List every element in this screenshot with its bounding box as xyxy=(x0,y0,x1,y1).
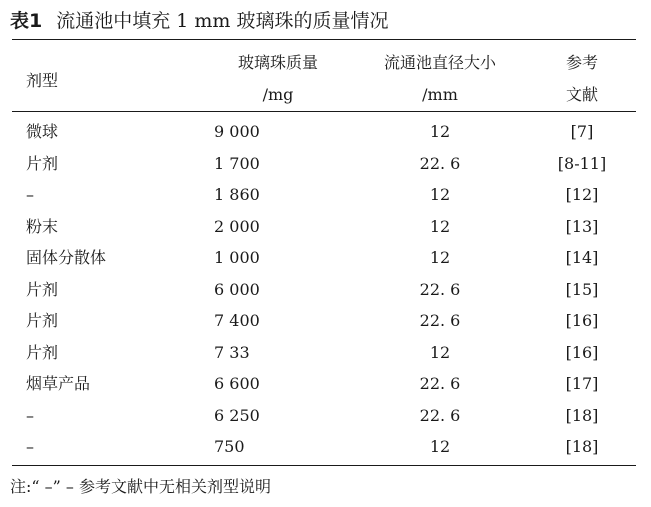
table-row xyxy=(0,211,651,243)
cell-diameter: 12 xyxy=(429,122,451,141)
header-bead-mass: 玻璃珠质量 xyxy=(237,53,318,72)
cell-diameter: 12 xyxy=(429,216,451,236)
cell-dosage-form: 片剂 xyxy=(26,311,59,330)
cell-bead-mass: 7 33 xyxy=(214,342,250,362)
cell-reference: [14] xyxy=(565,248,599,267)
cell-reference: [7] xyxy=(570,122,594,141)
table-caption xyxy=(10,8,388,34)
cell-dosage-form: – xyxy=(26,405,34,425)
cell-bead-mass: 9 000 xyxy=(214,122,260,141)
table-row xyxy=(0,305,651,337)
header-reference-line1: 参考 xyxy=(565,53,598,72)
cell-dosage-form: – xyxy=(26,185,34,204)
cell-diameter: 12 xyxy=(429,437,451,456)
cell-bead-mass: 6 000 xyxy=(214,279,260,299)
cell-diameter: 22. 6 xyxy=(419,279,461,299)
table-row xyxy=(0,431,651,463)
cell-diameter: 12 xyxy=(429,342,451,362)
cell-reference: [15] xyxy=(565,279,599,299)
cell-diameter: 12 xyxy=(429,185,451,204)
cell-bead-mass: 1 000 xyxy=(214,248,260,267)
cell-diameter: 22. 6 xyxy=(419,405,461,425)
cell-bead-mass: 6 250 xyxy=(214,405,260,425)
table-row xyxy=(0,179,651,211)
table-title: 流通池中填充 1 mm 玻璃珠的质量情况 xyxy=(56,10,389,32)
cell-diameter: 22. 6 xyxy=(419,311,461,330)
cell-dosage-form: 固体分散体 xyxy=(26,248,107,267)
table-row xyxy=(0,274,651,306)
cell-dosage-form: 烟草产品 xyxy=(26,374,91,393)
table-note: 注:“ –” – 参考文献中无相关剂型说明 xyxy=(10,477,272,496)
cell-bead-mass: 6 600 xyxy=(214,374,260,393)
cell-bead-mass: 750 xyxy=(214,437,245,456)
cell-reference: [17] xyxy=(565,374,599,393)
top-rule xyxy=(12,39,636,40)
cell-dosage-form: 微球 xyxy=(26,122,59,141)
cell-dosage-form: 片剂 xyxy=(26,342,59,362)
table-row xyxy=(0,368,651,400)
cell-bead-mass: 7 400 xyxy=(214,311,260,330)
cell-reference: [8-11] xyxy=(557,153,607,173)
cell-diameter: 12 xyxy=(429,248,451,267)
table-number: 表1 xyxy=(10,10,43,32)
cell-bead-mass: 2 000 xyxy=(214,216,260,236)
header-cell-diameter-unit: /mm xyxy=(422,85,458,104)
cell-diameter: 22. 6 xyxy=(419,374,461,393)
cell-diameter: 22. 6 xyxy=(419,153,461,173)
table-row xyxy=(0,116,651,148)
table-row xyxy=(0,242,651,274)
cell-reference: [12] xyxy=(565,185,599,204)
table-row xyxy=(0,400,651,432)
header-bead-mass-unit: /mg xyxy=(262,85,294,104)
header-dosage-form: 剂型 xyxy=(26,71,59,90)
header-cell-diameter: 流通池直径大小 xyxy=(383,53,496,72)
bottom-rule xyxy=(12,465,636,466)
table-row xyxy=(0,148,651,180)
cell-reference: [18] xyxy=(565,437,599,456)
cell-bead-mass: 1 860 xyxy=(214,185,260,204)
cell-bead-mass: 1 700 xyxy=(214,153,260,173)
cell-dosage-form: – xyxy=(26,437,34,456)
cell-dosage-form: 粉末 xyxy=(26,216,59,236)
cell-reference: [16] xyxy=(565,342,599,362)
cell-reference: [18] xyxy=(565,405,599,425)
cell-reference: [13] xyxy=(565,216,599,236)
table-row xyxy=(0,337,651,369)
header-reference-line2: 文献 xyxy=(565,85,598,104)
header-rule xyxy=(12,111,636,112)
cell-reference: [16] xyxy=(565,311,599,330)
cell-dosage-form: 片剂 xyxy=(26,153,59,173)
cell-dosage-form: 片剂 xyxy=(26,279,59,299)
